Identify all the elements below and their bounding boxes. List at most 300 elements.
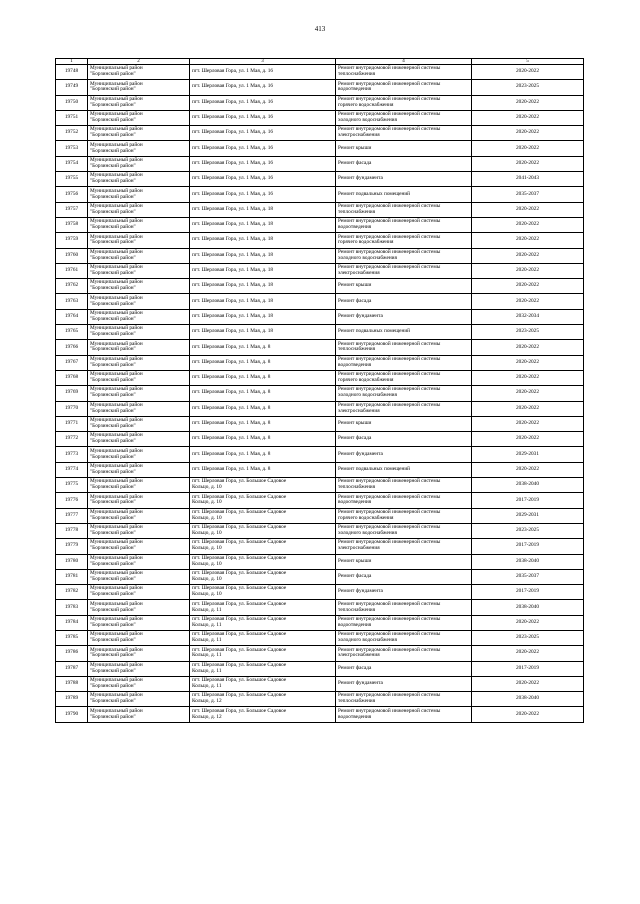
cell-line: пгт. Шерловая Гора, ул. 1 Мая, д. 16 [192,68,274,75]
table-row [56,676,584,691]
cell-line: пгт. Шерловая Гора, ул. Большое Садовое [192,478,287,485]
row-number-cell: 19775 [56,478,88,493]
municipality-cell [88,325,190,340]
municipality-cell [88,615,190,630]
table-row [56,263,584,278]
period-cell: 2029-2031 [472,508,584,523]
cell-line: "Борзинский район" [90,606,136,613]
municipality-cell [88,340,190,355]
work-type-cell [336,126,472,141]
cell-line: Ремонт внутридомовой инженерной системы [338,218,441,225]
cell-line: Кольцо, д. 10 [192,545,222,552]
municipality-cell [88,416,190,431]
cell-line: Муниципальный район [90,248,143,255]
period-cell: 2020-2022 [472,217,584,232]
work-type-cell [336,263,472,278]
cell-line: Кольцо, д. 12 [192,713,222,720]
cell-line: Муниципальный район [90,508,143,515]
period-cell: 2038-2040 [472,554,584,569]
cell-line: "Борзинский район" [90,300,136,307]
period-cell: 2020-2022 [472,141,584,156]
cell-line: холодного водоснабжения [338,637,397,644]
cell-line: холодного водоснабжения [338,117,397,124]
cell-line: Муниципальный район [90,325,143,332]
cell-line: Кольцо, д. 10 [192,514,222,521]
address-cell [190,80,336,95]
table-row [56,217,584,232]
cell-line: пгт. Шерловая Гора, ул. 1 Мая, д. 16 [192,190,274,197]
cell-line: "Борзинский район" [90,453,136,460]
table-row [56,172,584,187]
table-row [56,386,584,401]
table-row [56,80,584,95]
cell-line: "Борзинский район" [90,621,136,628]
cell-line: Ремонт внутридомовой инженерной системы [338,95,441,102]
cell-line: Муниципальный район [90,218,143,225]
cell-line: Ремонт внутридомовой инженерной системы [338,707,441,714]
work-type-cell [336,110,472,125]
row-number-cell: 19752 [56,126,88,141]
table-row [56,340,584,355]
cell-line: пгт. Шерловая Гора, ул. Большое Садовое [192,554,287,561]
cell-line: пгт. Шерловая Гора, ул. 1 Мая, д. 16 [192,98,274,105]
table-row [56,156,584,171]
cell-line: "Борзинский район" [90,637,136,644]
cell-line: Муниципальный район [90,707,143,714]
work-type-cell [336,355,472,370]
cell-line: Муниципальный район [90,539,143,546]
cell-line: Ремонт фасада [338,159,372,166]
table-row [56,585,584,600]
cell-line: Муниципальный район [90,294,143,301]
cell-line: "Борзинский район" [90,132,136,139]
period-cell: 2020-2022 [472,707,584,722]
cell-line: Муниципальный район [90,661,143,668]
cell-line: пгт. Шерловая Гора, ул. 1 Мая, д. 8 [192,465,271,472]
work-type-cell [336,523,472,538]
cell-line: Муниципальный район [90,570,143,577]
municipality-cell [88,65,190,80]
cell-line: "Борзинский район" [90,117,136,124]
cell-line: пгт. Шерловая Гора, ул. 1 Мая, д. 18 [192,312,274,319]
cell-line: Муниципальный район [90,233,143,240]
cell-line: Муниципальный район [90,111,143,118]
address-cell [190,95,336,110]
address-cell [190,355,336,370]
municipality-cell [88,279,190,294]
cell-line: Ремонт внутридомовой инженерной системы [338,202,441,209]
table-row [56,478,584,493]
table-row [56,325,584,340]
table-row [56,432,584,447]
cell-line: "Борзинский район" [90,575,136,582]
cell-line: "Борзинский район" [90,270,136,276]
cell-line: пгт. Шерловая Гора, ул. Большое Садовое [192,615,287,622]
address-cell [190,615,336,630]
address-cell [190,156,336,171]
row-number-cell: 19774 [56,462,88,477]
municipality-cell [88,554,190,569]
table-row [56,309,584,324]
cell-line: пгт. Шерловая Гора, ул. Большое Садовое [192,508,287,515]
row-number-cell: 19768 [56,370,88,385]
row-number-cell: 19765 [56,325,88,340]
municipality-cell [88,386,190,401]
work-type-cell [336,615,472,630]
work-type-cell [336,65,472,80]
cell-line: "Борзинский район" [90,361,136,368]
period-cell: 2020-2022 [472,233,584,248]
cell-line: Ремонт внутридомовой инженерной системы [338,248,441,255]
municipality-cell [88,630,190,645]
cell-line: пгт. Шерловая Гора, ул. Большое Садовое [192,661,287,668]
cell-line: "Борзинский район" [90,147,136,154]
cell-line: Муниципальный район [90,478,143,485]
cell-line: Ремонт внутридомовой инженерной системы [338,126,441,133]
address-cell [190,126,336,141]
work-type-cell [336,187,472,202]
cell-line: Муниципальный район [90,65,143,72]
work-type-cell [336,80,472,95]
cell-line: "Борзинский район" [90,101,136,108]
cell-line: "Борзинский район" [90,71,136,78]
cell-line: электроснабжения [338,132,380,139]
table-row [56,401,584,416]
cell-line: Ремонт подвальных помещений [338,190,410,197]
address-cell [190,340,336,355]
cell-line: пгт. Шерловая Гора, ул. Большое Садовое [192,570,287,577]
period-cell: 2020-2022 [472,279,584,294]
cell-line: Кольцо, д. 11 [192,621,222,628]
cell-line: "Борзинский район" [90,698,136,705]
cell-line: Ремонт внутридомовой инженерной системы [338,615,441,622]
work-type-cell [336,569,472,584]
column-header: 1 [56,59,88,65]
period-cell: 2020-2022 [472,126,584,141]
table-row [56,630,584,645]
address-cell [190,172,336,187]
address-cell [190,217,336,232]
cell-line: пгт. Шерловая Гора, ул. Большое Садовое [192,707,287,714]
cell-line: Муниципальный район [90,631,143,638]
cell-line: Ремонт внутридомовой инженерной системы [338,355,441,362]
address-cell [190,187,336,202]
address-cell [190,263,336,278]
cell-line: Ремонт крыши [338,144,372,151]
cell-line: Муниципальный район [90,202,143,209]
table-row [56,692,584,707]
table-row [56,462,584,477]
municipality-cell [88,600,190,615]
table-row [56,202,584,217]
cell-line: Муниципальный район [90,524,143,531]
cell-line: электроснабжения [338,270,380,276]
table-row [56,416,584,431]
municipality-cell [88,233,190,248]
work-type-cell [336,462,472,477]
municipality-cell [88,294,190,309]
address-cell [190,462,336,477]
cell-line: электроснабжения [338,652,380,659]
table-row [56,493,584,508]
cell-line: Ремонт фундамента [338,312,383,319]
row-number-cell: 19754 [56,156,88,171]
cell-line: пгт. Шерловая Гора, ул. Большое Садовое [192,539,287,546]
cell-line: пгт. Шерловая Гора, ул. 1 Мая, д. 18 [192,236,274,243]
cell-line: Ремонт фасада [338,435,372,442]
work-type-cell [336,539,472,554]
cell-line: горячего водоснабжения [338,377,394,384]
row-number-cell: 19778 [56,523,88,538]
cell-line: пгт. Шерловая Гора, ул. 1 Мая, д. 18 [192,251,274,258]
cell-line: Кольцо, д. 11 [192,667,222,674]
period-cell: 2017-2019 [472,493,584,508]
column-header: 4 [336,59,472,65]
cell-line: "Борзинский район" [90,239,136,246]
cell-line: Ремонт внутридомовой инженерной системы [338,631,441,638]
cell-line: водоотведения [338,224,372,231]
work-type-cell [336,156,472,171]
row-number-cell: 19757 [56,202,88,217]
cell-line: пгт. Шерловая Гора, ул. 1 Мая, д. 18 [192,221,274,228]
address-cell [190,447,336,462]
cell-line: пгт. Шерловая Гора, ул. Большое Садовое [192,524,287,531]
cell-line: Кольцо, д. 11 [192,652,222,659]
row-number-cell: 19779 [56,539,88,554]
cell-line: Ремонт внутридомовой инженерной системы [338,478,441,485]
cell-line: Ремонт крыши [338,420,372,427]
table-row [56,523,584,538]
work-type-cell [336,676,472,691]
period-cell: 2020-2022 [472,432,584,447]
cell-line: пгт. Шерловая Гора, ул. 1 Мая, д. 8 [192,450,271,457]
cell-line: Муниципальный район [90,600,143,607]
row-number-cell: 19769 [56,386,88,401]
municipality-cell [88,707,190,722]
municipality-cell [88,126,190,141]
cell-line: Муниципальный район [90,172,143,179]
address-cell [190,539,336,554]
municipality-cell [88,523,190,538]
cell-line: Кольцо, д. 10 [192,499,222,506]
table-body [56,59,584,723]
cell-line: пгт. Шерловая Гора, ул. Большое Садовое [192,631,287,638]
row-number-cell: 19786 [56,646,88,661]
cell-line: Муниципальный район [90,80,143,87]
work-type-cell [336,585,472,600]
municipality-cell [88,462,190,477]
row-number-cell: 19764 [56,309,88,324]
cell-line: "Борзинский район" [90,224,136,231]
cell-line: Муниципальный район [90,692,143,699]
cell-line: Муниципальный район [90,447,143,454]
municipality-cell [88,309,190,324]
work-type-cell [336,294,472,309]
page-number: 413 [314,25,326,33]
cell-line: Муниципальный район [90,462,143,469]
cell-line: Ремонт внутридомовой инженерной системы [338,264,441,271]
work-type-cell [336,233,472,248]
row-number-cell: 19776 [56,493,88,508]
cell-line: пгт. Шерловая Гора, ул. Большое Садовое [192,677,287,684]
cell-line: водоотведения [338,499,372,506]
period-cell: 2023-2025 [472,630,584,645]
cell-line: Ремонт внутридомовой инженерной системы [338,539,441,546]
municipality-cell [88,493,190,508]
cell-line: "Борзинский район" [90,683,136,690]
row-number-cell: 19755 [56,172,88,187]
cell-line: "Борзинский район" [90,438,136,445]
cell-line: Муниципальный район [90,401,143,408]
cell-line: электроснабжения [338,545,380,552]
cell-line: Муниципальный район [90,585,143,592]
row-number-cell: 19787 [56,661,88,676]
period-cell: 2020-2022 [472,355,584,370]
row-number-cell: 19781 [56,569,88,584]
cell-line: "Борзинский район" [90,652,136,659]
period-cell: 2020-2022 [472,462,584,477]
period-cell: 2020-2022 [472,386,584,401]
row-number-cell: 19790 [56,707,88,722]
cell-line: Ремонт внутридомовой инженерной системы [338,646,441,653]
cell-line: пгт. Шерловая Гора, ул. 1 Мая, д. 8 [192,343,271,350]
cell-line: теплоснабжения [338,698,376,705]
cell-line: пгт. Шерловая Гора, ул. 1 Мая, д. 16 [192,129,274,136]
cell-line: пгт. Шерловая Гора, ул. 1 Мая, д. 8 [192,435,271,442]
work-type-cell [336,646,472,661]
cell-line: Кольцо, д. 11 [192,606,222,613]
cell-line: пгт. Шерловая Гора, ул. 1 Мая, д. 16 [192,144,274,151]
work-type-cell [336,141,472,156]
period-cell: 2029-2031 [472,447,584,462]
cell-line: пгт. Шерловая Гора, ул. 1 Мая, д. 18 [192,297,274,304]
work-type-cell [336,309,472,324]
cell-line: холодного водоснабжения [338,530,397,537]
table-row [56,554,584,569]
row-number-cell: 19762 [56,279,88,294]
period-cell: 2017-2019 [472,539,584,554]
cell-line: Муниципальный район [90,141,143,148]
municipality-cell [88,676,190,691]
cell-line: "Борзинский район" [90,468,136,475]
cell-line: горячего водоснабжения [338,239,394,246]
period-cell: 2020-2022 [472,202,584,217]
address-cell [190,416,336,431]
cell-line: "Борзинский район" [90,484,136,491]
cell-line: пгт. Шерловая Гора, ул. 1 Мая, д. 8 [192,404,271,411]
cell-line: "Борзинский район" [90,254,136,261]
table-row [56,600,584,615]
cell-line: Кольцо, д. 11 [192,637,222,644]
address-cell [190,661,336,676]
work-type-cell [336,692,472,707]
period-cell: 2038-2040 [472,600,584,615]
period-cell: 2023-2025 [472,80,584,95]
address-cell [190,646,336,661]
period-cell: 2035-2037 [472,187,584,202]
municipality-cell [88,646,190,661]
cell-line: Муниципальный район [90,432,143,439]
address-cell [190,325,336,340]
table-row [56,569,584,584]
cell-line: пгт. Шерловая Гора, ул. Большое Садовое [192,646,287,653]
address-cell [190,585,336,600]
work-type-cell [336,279,472,294]
address-cell [190,554,336,569]
cell-line: Кольцо, д. 10 [192,591,222,598]
cell-line: "Борзинский район" [90,560,136,567]
municipality-cell [88,508,190,523]
row-number-cell: 19789 [56,692,88,707]
cell-line: "Борзинский район" [90,713,136,720]
period-cell: 2017-2019 [472,585,584,600]
cell-line: Муниципальный район [90,677,143,684]
period-cell: 2020-2022 [472,401,584,416]
cell-line: "Борзинский район" [90,331,136,338]
row-number-cell: 19761 [56,263,88,278]
cell-line: горячего водоснабжения [338,101,394,108]
work-type-cell [336,432,472,447]
cell-line: Ремонт внутридомовой инженерной системы [338,493,441,500]
cell-line: теплоснабжения [338,208,376,215]
cell-line: водоотведения [338,86,372,93]
table-row [56,279,584,294]
address-cell [190,370,336,385]
row-number-cell: 19772 [56,432,88,447]
cell-line: Ремонт внутридомовой инженерной системы [338,386,441,393]
cell-line: "Борзинский район" [90,422,136,429]
row-number-cell: 19749 [56,80,88,95]
municipality-cell [88,95,190,110]
municipality-cell [88,539,190,554]
table-row [56,110,584,125]
cell-line: пгт. Шерловая Гора, ул. 1 Мая, д. 8 [192,420,271,427]
period-cell: 2035-2037 [472,569,584,584]
period-cell: 2020-2022 [472,294,584,309]
table-row [56,646,584,661]
address-cell [190,65,336,80]
address-cell [190,294,336,309]
cell-line: теплоснабжения [338,606,376,613]
municipality-cell [88,569,190,584]
cell-line: Кольцо, д. 10 [192,560,222,567]
cell-line: Муниципальный район [90,264,143,271]
row-number-cell: 19758 [56,217,88,232]
row-number-cell: 19756 [56,187,88,202]
table-row [56,508,584,523]
table-row [56,95,584,110]
period-cell: 2020-2022 [472,248,584,263]
address-cell [190,692,336,707]
municipality-cell [88,80,190,95]
municipality-cell [88,172,190,187]
row-number-cell: 19777 [56,508,88,523]
cell-line: Ремонт внутридомовой инженерной системы [338,508,441,515]
cell-line: Ремонт фасада [338,297,372,304]
row-number-cell: 19763 [56,294,88,309]
address-cell [190,432,336,447]
cell-line: "Борзинский район" [90,591,136,598]
column-header: 5 [472,59,584,65]
cell-line: Муниципальный район [90,95,143,102]
cell-line: Муниципальный район [90,279,143,286]
municipality-cell [88,202,190,217]
cell-line: Ремонт внутридомовой инженерной системы [338,371,441,378]
cell-line: Ремонт внутридомовой инженерной системы [338,65,441,72]
cell-line: водоотведения [338,361,372,368]
cell-line: пгт. Шерловая Гора, ул. 1 Мая, д. 18 [192,205,274,212]
municipality-cell [88,478,190,493]
